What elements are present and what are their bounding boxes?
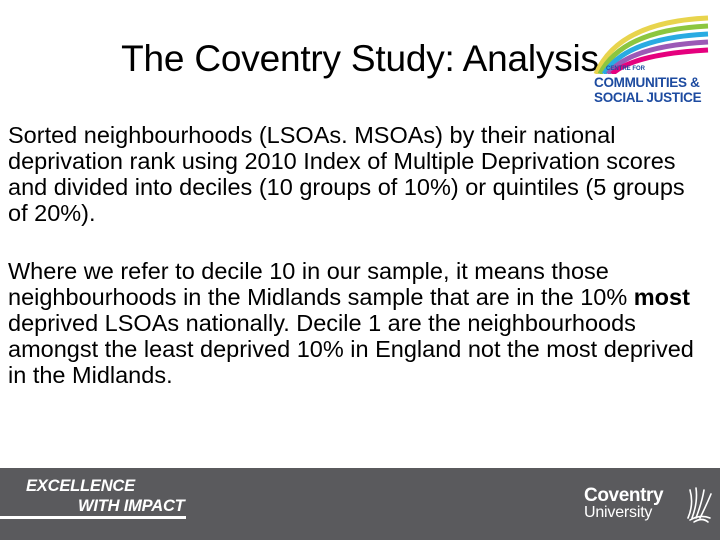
logo-prefix: CENTRE FOR xyxy=(606,66,645,72)
communities-justice-logo xyxy=(588,14,718,106)
logo-line2: SOCIAL JUSTICE xyxy=(594,90,702,105)
rainbow-arcs-icon xyxy=(588,14,718,74)
slogan-underline xyxy=(0,516,186,519)
slide-body xyxy=(8,122,698,388)
slide-title: The Coventry Study: Analysis xyxy=(121,38,599,79)
slogan-line1: EXCELLENCE xyxy=(26,477,135,495)
paragraph2-emphasis: most xyxy=(633,284,690,310)
university-name-line2: University xyxy=(584,504,653,521)
phoenix-icon xyxy=(684,484,714,524)
paragraph2-part2: deprived LSOAs nationally. Decile 1 are the neighbourhoods amongst the least deprived 10% in England not the most deprived in the Midlands. xyxy=(8,310,694,388)
paragraph-deciles: Sorted neighbourhoods (LSOAs. MSOAs) by their national deprivation rank using 2010 Index of Multiple Deprivation scores and divided into deciles (10 groups of 10%) or quintiles (5 groups of 20%). xyxy=(8,122,685,226)
logo-line1: COMMUNITIES & xyxy=(594,75,700,90)
paragraph2-part1: Where we refer to decile 10 in our sample, it means those neighbourhoods in the Midlands sample that are in the 10% xyxy=(8,258,634,310)
excellence-with-impact-logo xyxy=(0,476,200,520)
slogan-line2: WITH IMPACT xyxy=(78,497,185,515)
university-name-line1: Coventry xyxy=(584,485,664,506)
footer-bar xyxy=(0,468,720,540)
paragraph-decile-10 xyxy=(8,258,698,388)
coventry-university-logo xyxy=(584,484,714,528)
